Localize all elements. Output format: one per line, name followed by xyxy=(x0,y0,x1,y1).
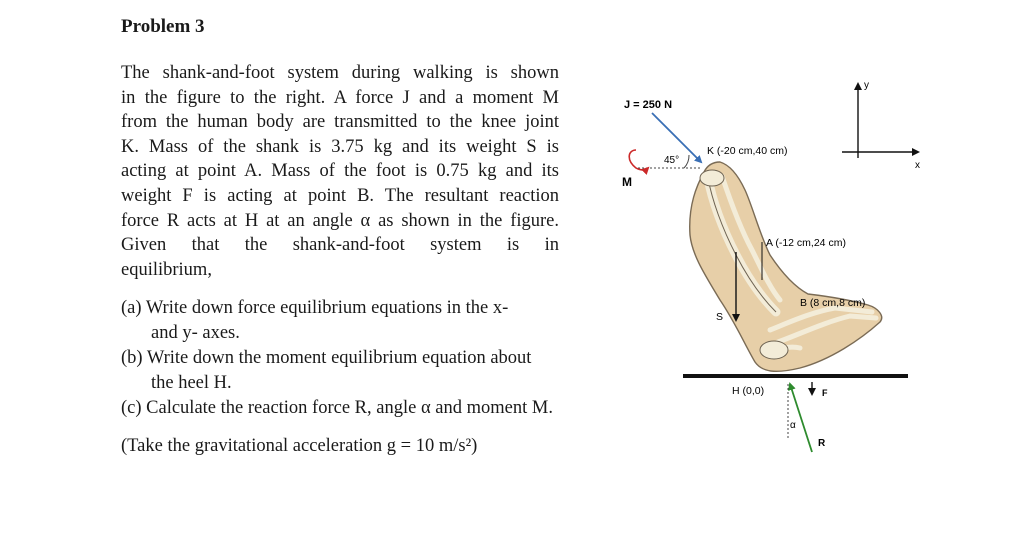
statement-line: from the human body are transmitted to the knee joint xyxy=(121,112,559,133)
reaction-r-label: R xyxy=(818,438,826,449)
knee-joint-bone xyxy=(700,170,724,186)
statement-line: in the figure to the right. A force J and a moment M xyxy=(121,87,559,108)
weight-f-label: F xyxy=(822,388,828,398)
reaction-r-arrow xyxy=(790,384,812,452)
statement-line: Given that the shank-and-foot system is in xyxy=(121,235,559,256)
angle-label: 45° xyxy=(664,155,680,166)
part-b-line: the heel H. xyxy=(151,372,232,393)
statement-line: weight F is acting at point B. The resultant reaction xyxy=(121,185,559,206)
axis-x-label: x xyxy=(915,160,920,171)
part-b xyxy=(121,346,531,395)
angle-arc xyxy=(684,155,689,168)
gravity-note: (Take the gravitational acceleration g = 10 m/s²) xyxy=(121,436,478,456)
statement-line: The shank-and-foot system during walking is shown xyxy=(121,63,559,83)
part-b-line: (b) Write down the moment equilibrium equation about xyxy=(121,348,532,368)
part-a-line: (a) Write down force equilibrium equations in the x- xyxy=(121,298,509,318)
heel-bone xyxy=(760,341,788,359)
force-j-label: J = 250 N xyxy=(624,99,673,111)
point-h-label: H (0,0) xyxy=(732,385,765,397)
point-b-label: B (8 cm,8 cm) xyxy=(800,297,866,309)
part-a xyxy=(121,296,508,345)
weight-s-label: S xyxy=(716,311,724,323)
moment-m-label: M xyxy=(622,175,632,189)
part-a-line: and y- axes. xyxy=(151,322,240,343)
statement-line: acting at point A. Mass of the foot is 0.75 kg and its xyxy=(121,161,559,182)
alpha-label: α xyxy=(790,420,796,431)
problem-statement xyxy=(121,61,559,282)
statement-line: equilibrium, xyxy=(121,259,212,280)
moment-m-arrow xyxy=(629,150,648,170)
part-c: (c) Calculate the reaction force R, angle α and moment M. xyxy=(121,398,553,418)
problem-title: Problem 3 xyxy=(121,16,205,37)
shank-foot-figure xyxy=(600,60,920,460)
point-a-label: A (-12 cm,24 cm) xyxy=(766,237,846,249)
statement-line: force R acts at H at an angle α as shown in the figure. xyxy=(121,210,559,231)
statement-line: K. Mass of the shank is 3.75 kg and its weight S is xyxy=(121,136,559,157)
axis-y-label: y xyxy=(864,80,869,91)
point-k-label: K (-20 cm,40 cm) xyxy=(707,145,788,157)
